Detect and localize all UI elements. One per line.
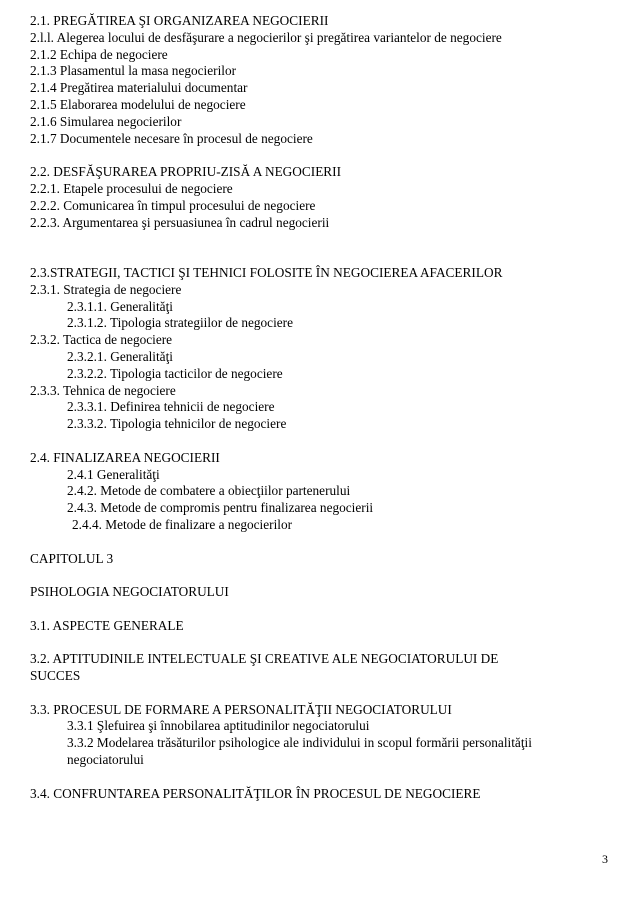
toc-line: 2.1.7 Documentele necesare în procesul de negociere	[30, 130, 313, 146]
toc-line: 2.3.1. Strategia de negociere	[30, 281, 182, 297]
heading-2-2: 2.2. DESFĂŞURAREA PROPRIU-ZISĂ A NEGOCIERII	[30, 164, 342, 180]
toc-line: 2.3.2. Tactica de negociere	[30, 332, 173, 348]
heading-2-4: 2.4. FINALIZAREA NEGOCIERII	[30, 449, 220, 465]
heading-3-2: 3.2. APTITUDINILE INTELECTUALE ŞI CREATIVE ALE NEGOCIATORULUI DE	[30, 651, 499, 667]
toc-line: 2.2.2. Comunicarea în timpul procesului de negociere	[30, 197, 316, 213]
chapter-name: PSIHOLOGIA NEGOCIATORULUI	[30, 584, 229, 600]
toc-subline: 2.4.2. Metode de combatere a obiecţiilor partenerului	[67, 483, 351, 499]
toc-subline: 3.3.1 Şlefuirea şi înnobilarea aptitudinilor negociatorului	[67, 718, 370, 734]
heading-3-2-cont: SUCCES	[30, 668, 81, 684]
toc-subline: 2.3.2.1. Generalităţi	[67, 348, 173, 364]
toc-subline: 2.4.3. Metode de compromis pentru finalizarea negocierii	[67, 500, 374, 516]
page-number: 3	[602, 852, 608, 866]
toc-subline: 2.3.1.2. Tipologia strategiilor de negociere	[67, 315, 294, 331]
toc-subline: 2.3.2.2. Tipologia tacticilor de negociere	[67, 365, 283, 381]
heading-2-1: 2.1. PREGĂTIREA ŞI ORGANIZAREA NEGOCIERII	[30, 13, 329, 28]
chapter-title: CAPITOLUL 3	[30, 550, 114, 566]
toc-subline: 3.3.2 Modelarea trăsăturilor psihologice ale individului in scopul formării personalităţii	[67, 735, 532, 751]
toc-subline: 2.4.1 Generalităţi	[67, 466, 160, 482]
toc-line: 2.1.6 Simularea negocierilor	[30, 113, 182, 129]
toc-line: 2.1.5 Elaborarea modelului de negociere	[30, 96, 246, 112]
toc-subline: 2.4.4. Metode de finalizare a negocierilor	[72, 516, 293, 532]
toc-line: 2.1.4 Pregătirea materialului documentar	[30, 80, 248, 96]
heading-3-1: 3.1. ASPECTE GENERALE	[30, 617, 184, 633]
toc-line: 2.1.2 Echipa de negociere	[30, 46, 168, 62]
toc-subline: 2.3.3.1. Definirea tehnicii de negociere	[67, 399, 275, 415]
heading-3-3: 3.3. PROCESUL DE FORMARE A PERSONALITĂŢII NEGOCIATORULUI	[30, 701, 452, 717]
toc-line: 2.2.1. Etapele procesului de negociere	[30, 180, 233, 196]
toc-line: 2.2.3. Argumentarea şi persuasiunea în cadrul negocierii	[30, 214, 330, 230]
toc-subline-cont: negociatorului	[67, 752, 144, 768]
heading-3-4: 3.4. CONFRUNTAREA PERSONALITĂŢILOR ÎN PROCESUL DE NEGOCIERE	[30, 785, 481, 801]
toc-subline: 2.3.3.2. Tipologia tehnicilor de negociere	[67, 416, 287, 432]
heading-2-3: 2.3.STRATEGII, TACTICI ŞI TEHNICI FOLOSITE ÎN NEGOCIEREA AFACERILOR	[30, 264, 503, 280]
document-page	[30, 13, 620, 802]
toc-subline: 2.3.1.1. Generalităţi	[67, 298, 173, 314]
toc-line: 2.1.3 Plasamentul la masa negocierilor	[30, 63, 237, 79]
toc-line: 2.l.l. Alegerea locului de desfăşurare a negocierilor şi pregătirea variantelor de negociere	[30, 29, 502, 45]
toc-line: 2.3.3. Tehnica de negociere	[30, 382, 176, 398]
